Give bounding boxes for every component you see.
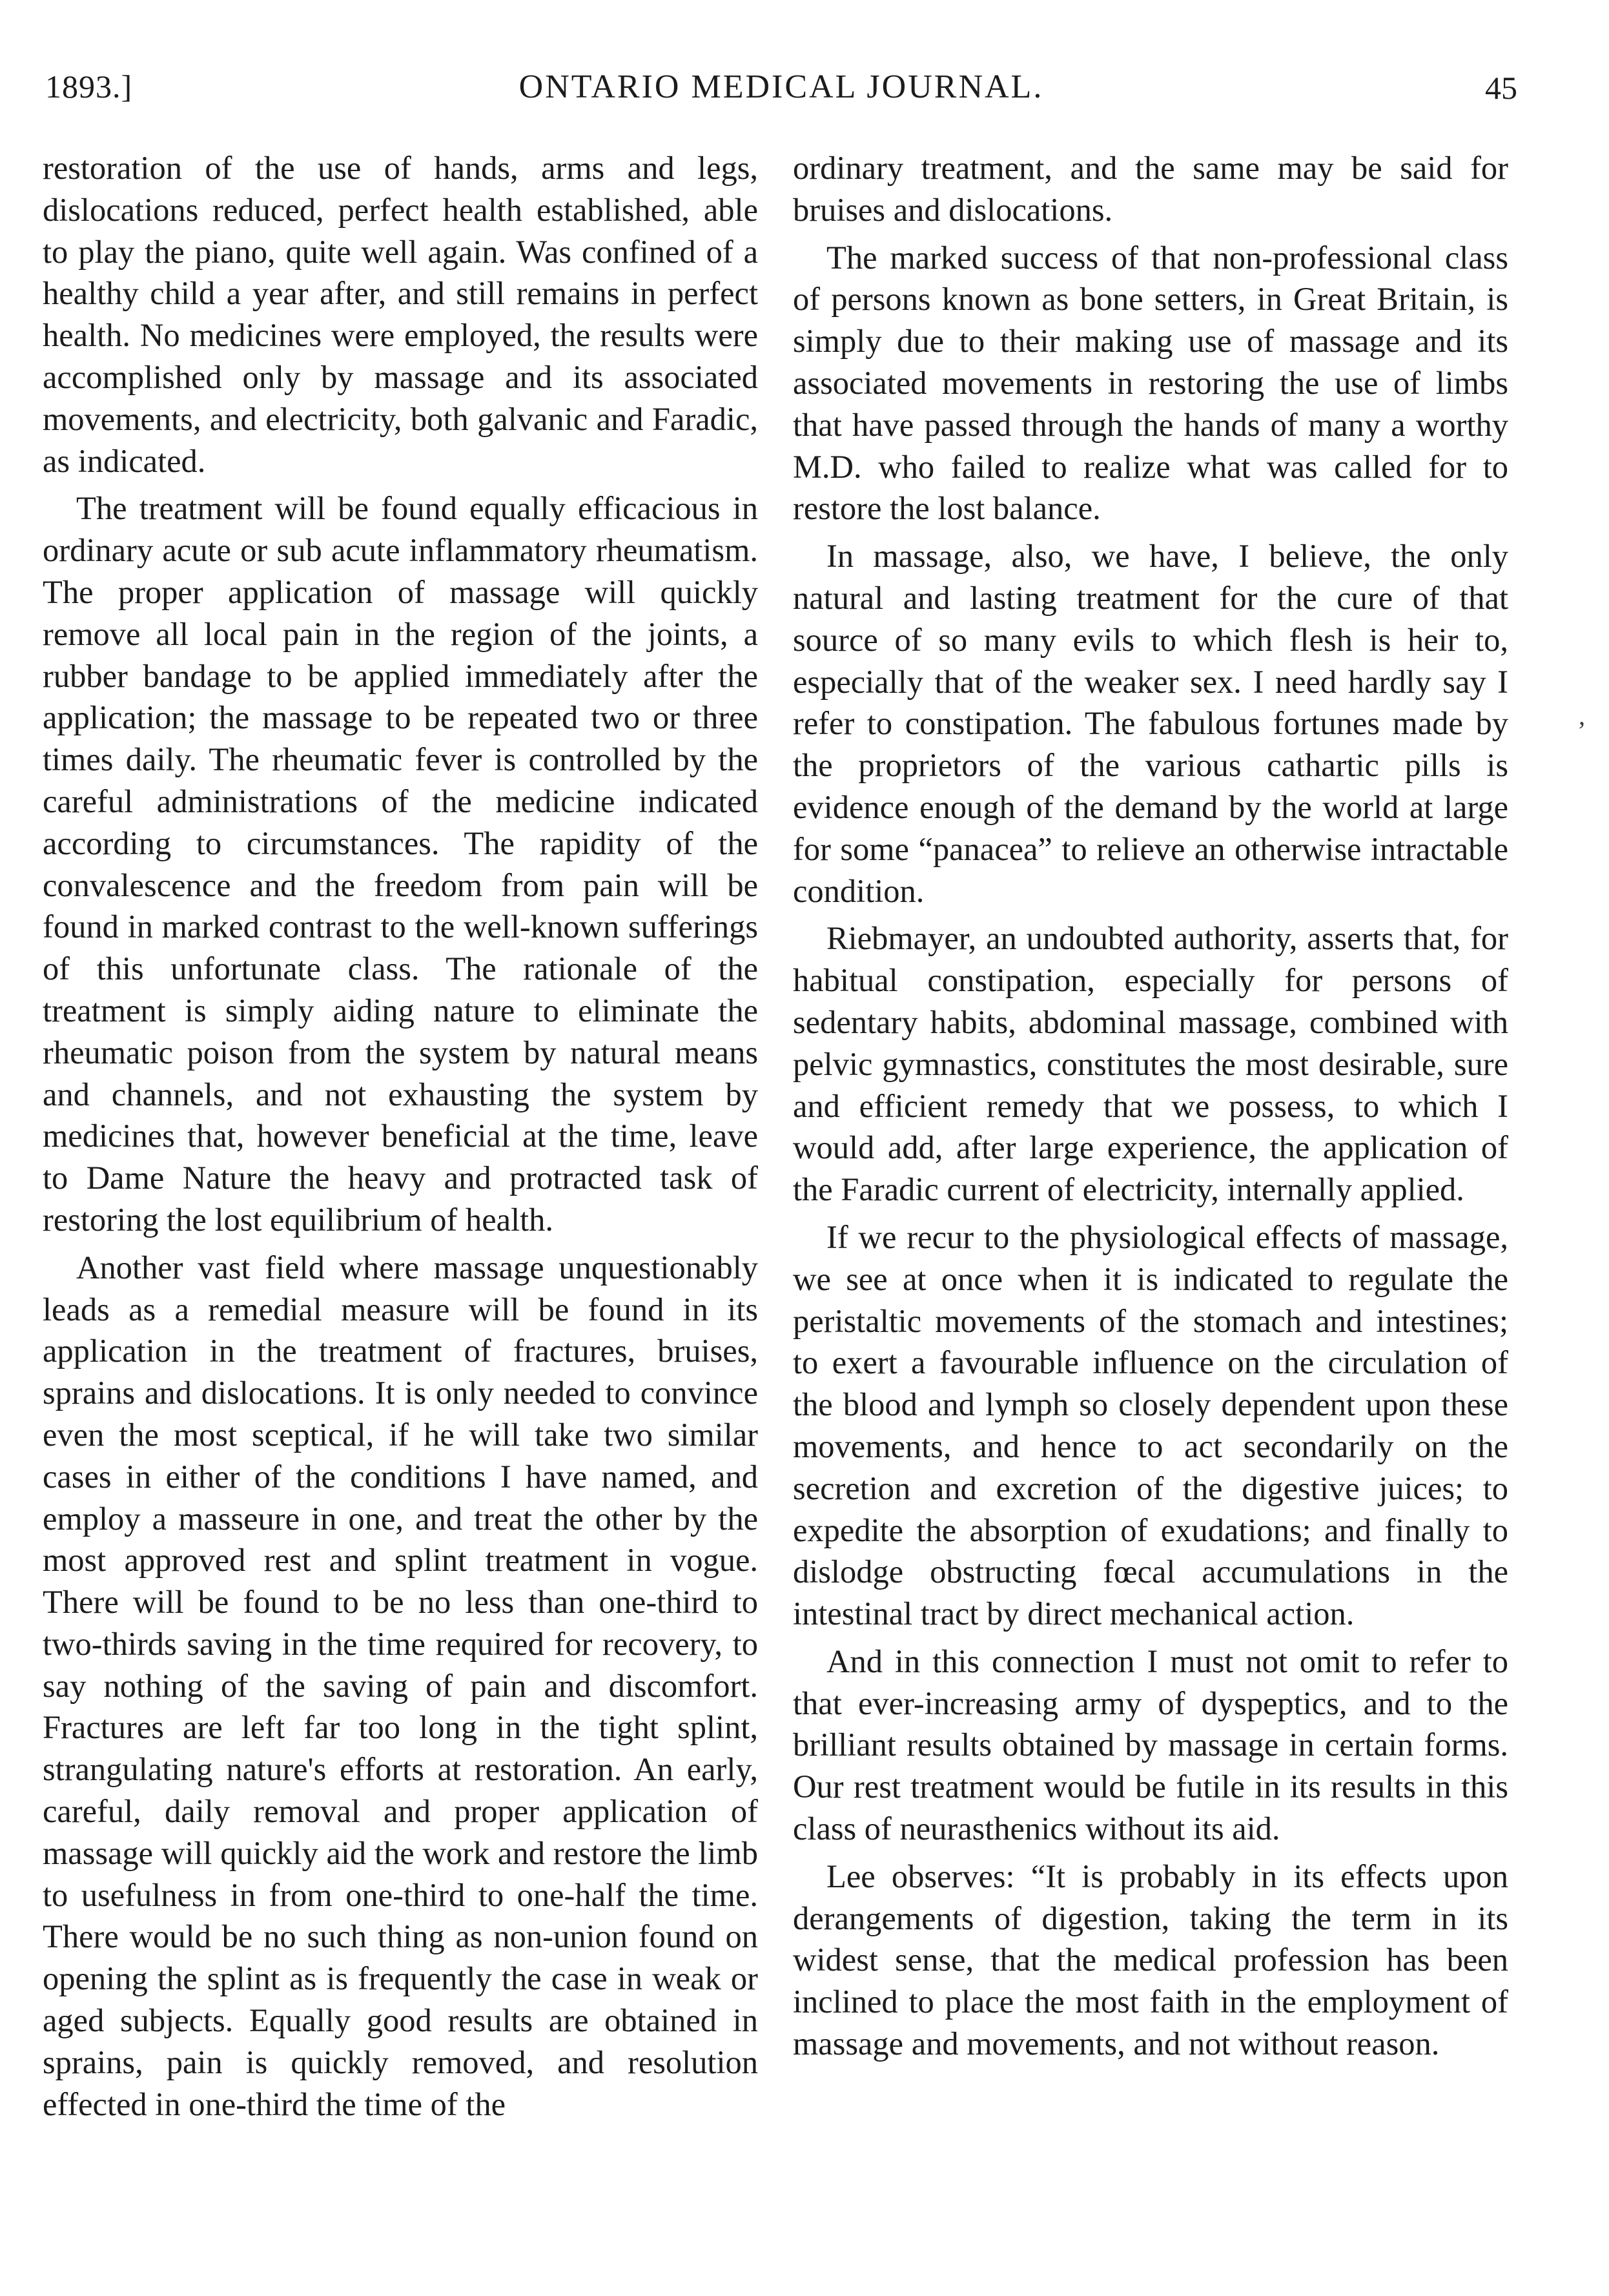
left-column	[43, 147, 758, 2131]
header-year: 1893.]	[45, 68, 133, 105]
paragraph: Riebmayer, an undoubted authority, asserts that, for habitual constipation, especially for persons of sedentary habits, abdominal massage, combined with pelvic gymnastics, constitutes the most desirable, sure and efficient remedy that we possess, to which I would add, after large experience, the application of the Faradic current of electricity, internally applied.	[793, 920, 1508, 1208]
paragraph: The marked success of that non-professional class of persons known as bone setters, in Great Britain, is simply due to their making use of massage and its associated movements in restoring the use of limbs that have passed through the hands of many a worthy M.D. who failed to realize what was called for to restore the lost balance.	[793, 239, 1508, 527]
journal-title: ONTARIO MEDICAL JOURNAL.	[518, 68, 1044, 105]
page-number: 45	[1485, 70, 1517, 106]
paragraph: If we recur to the physiological effects of massage, we see at once when it is indicated to regulate the peristaltic movements of the stomach and intestines; to exert a favourable influence on the circulation of the blood and lymph so closely dependent upon these movements, and hence to act secondarily on the secretion and excretion of the digestive juices; to expedite the absorption of exudations; and finally to dislodge obstructing fœcal accumulations in the intestinal tract by direct mechanical action.	[793, 1218, 1508, 1632]
paragraph: In massage, also, we have, I believe, the only natural and lasting treatment for the cure of that source of so many evils to which flesh is heir to, especially that of the weaker sex. I need hardly say I refer to constipation. The fabulous fortunes made by the proprietors of the various cathartic pills is evidence enough of the demand by the world at large for some “panacea” to relieve an otherwise intractable condition.	[793, 538, 1508, 909]
ink-speck: ,	[1579, 701, 1585, 730]
running-header	[39, 61, 1524, 113]
paragraph: The treatment will be found equally efficacious in ordinary acute or sub acute inflammatory rheumatism. The proper application of massage will quickly remove all local pain in the region of the joints, a rubber bandage to be applied immediately after the application; the massage to be repeated two or three times daily. The rheumatic fever is controlled by the careful administrations of the medicine indicated according to circumstances. The rapidity of the convalescence and the freedom from pain will be found in marked contrast to the well-known sufferings of this unfortunate class. The rationale of the treatment is simply aiding nature to eliminate the rheumatic poison from the system by natural means and channels, and not exhausting the system by medicines that, however beneficial at the time, leave to Dame Nature the heavy and protracted task of restoring the lost equilibrium of health.	[43, 490, 758, 1238]
right-column	[793, 147, 1508, 2071]
paragraph: And in this connection I must not omit to refer to that ever-increasing army of dyspeptics, and to the brilliant results obtained by massage in certain forms. Our rest treatment would be futile in its results in this class of neurasthenics without its aid.	[793, 1643, 1508, 1847]
paragraph: ordinary treatment, and the same may be said for bruises and dislocations.	[793, 150, 1508, 228]
paragraph: Lee observes: “It is probably in its effects upon derangements of digestion, taking the term in its widest sense, that the medical profession has been inclined to place the most faith in the employment of massage and movements, and not without reason.	[793, 1858, 1508, 2062]
paragraph: Another vast field where massage unquestionably leads as a remedial measure will be found in its application in the treatment of fractures, bruises, sprains and dislocations. It is only needed to convince even the most sceptical, if he will take two similar cases in either of the conditions I have named, and employ a masseure in one, and treat the other by the most approved rest and splint treatment in vogue. There will be found to be no less than one-third to two-thirds saving in the time required for recovery, to say nothing of the saving of pain and discomfort. Fractures are left far too long in the tight splint, strangulating nature's efforts at restoration. An early, careful, daily removal and proper application of massage will quickly aid the work and restore the limb to usefulness in from one-third to one-half the time. There would be no such thing as non-union found on opening the splint as is frequently the case in weak or aged subjects. Equally good results are obtained in sprains, pain is quickly removed, and resolution effected in one-third the time of the	[43, 1249, 758, 2122]
paragraph: restoration of the use of hands, arms and legs, dislocations reduced, perfect health established, able to play the piano, quite well again. Was confined of a healthy child a year after, and still remains in perfect health. No medicines were employed, the results were accomplished only by massage and its associated movements, and electricity, both galvanic and Faradic, as indicated.	[43, 150, 758, 479]
